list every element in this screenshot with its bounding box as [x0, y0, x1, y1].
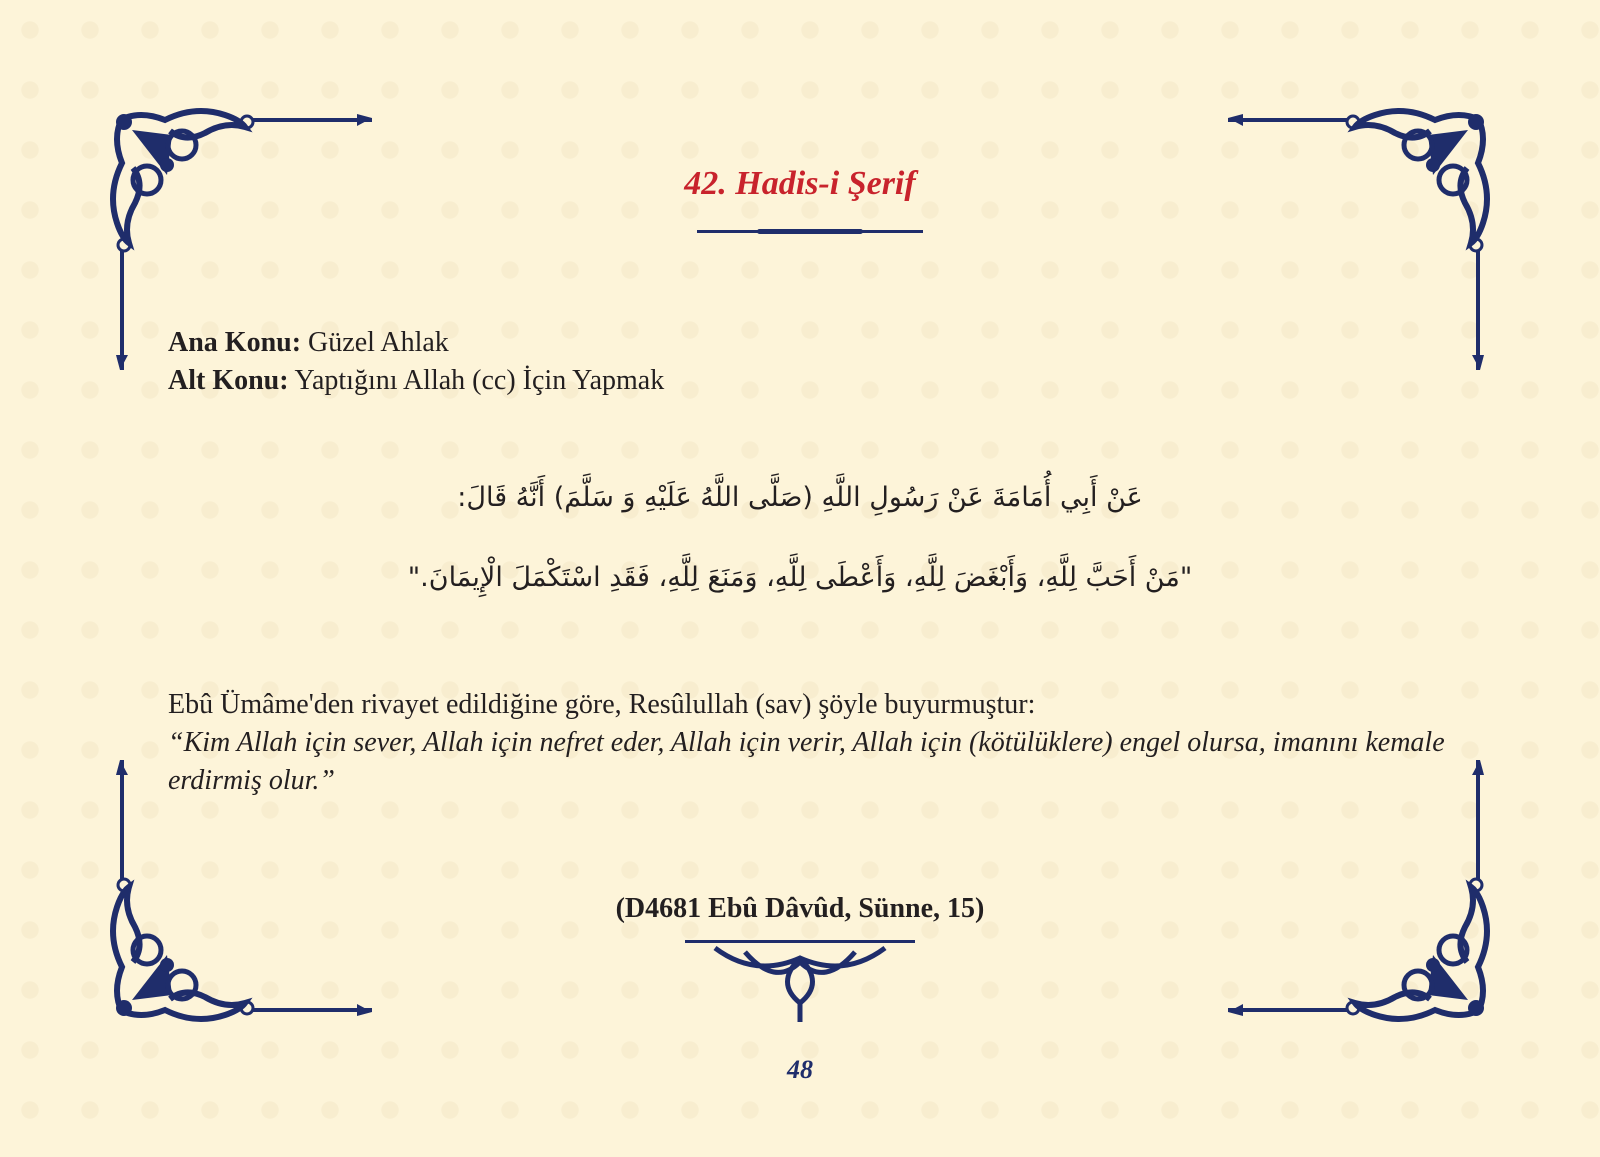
sub-topic — [168, 365, 664, 397]
translation — [168, 686, 1468, 800]
sub-topic-label: Alt Konu: — [168, 365, 289, 396]
corner-ornament-top-right — [1228, 100, 1498, 370]
main-topic-label: Ana Konu: — [168, 327, 302, 358]
bottom-flourish-ornament — [685, 940, 915, 1025]
translation-intro: Ebû Ümâme'den rivayet edildiğine göre, Resûlullah (sav) şöyle buyurmuştur: — [168, 689, 1036, 720]
source-citation: (D4681 Ebû Dâvûd, Sünne, 15) — [615, 893, 985, 924]
arabic-isnad: عَنْ أَبِي أُمَامَةَ عَنْ رَسُولِ اللَّهِ (صَلَّى اللَّهُ عَلَيْهِ وَ سَلَّمَ) أَنَّهُ قَالَ: — [457, 482, 1143, 513]
sub-topic-value: Yaptığını Allah (cc) İçin Yapmak — [294, 365, 665, 396]
translation-quote: “Kim Allah için sever, Allah için nefret eder, Allah için verir, Allah için (kötülüklere) engel olursa, imanını kemale erdirmiş olur.” — [168, 727, 1445, 796]
title-divider — [697, 230, 923, 233]
page-title: 42. Hadis-i Şerif — [684, 165, 916, 202]
main-topic-value: Güzel Ahlak — [308, 327, 449, 358]
page-number: 48 — [787, 1055, 813, 1084]
main-topic — [168, 327, 449, 359]
arabic-hadith: "مَنْ أَحَبَّ لِلَّهِ، وَأَبْغَضَ لِلَّهِ، وَأَعْطَى لِلَّهِ، وَمَنَعَ لِلَّهِ، فَقَدِ اسْتَكْمَلَ الْإِيمَانَ." — [407, 562, 1193, 593]
